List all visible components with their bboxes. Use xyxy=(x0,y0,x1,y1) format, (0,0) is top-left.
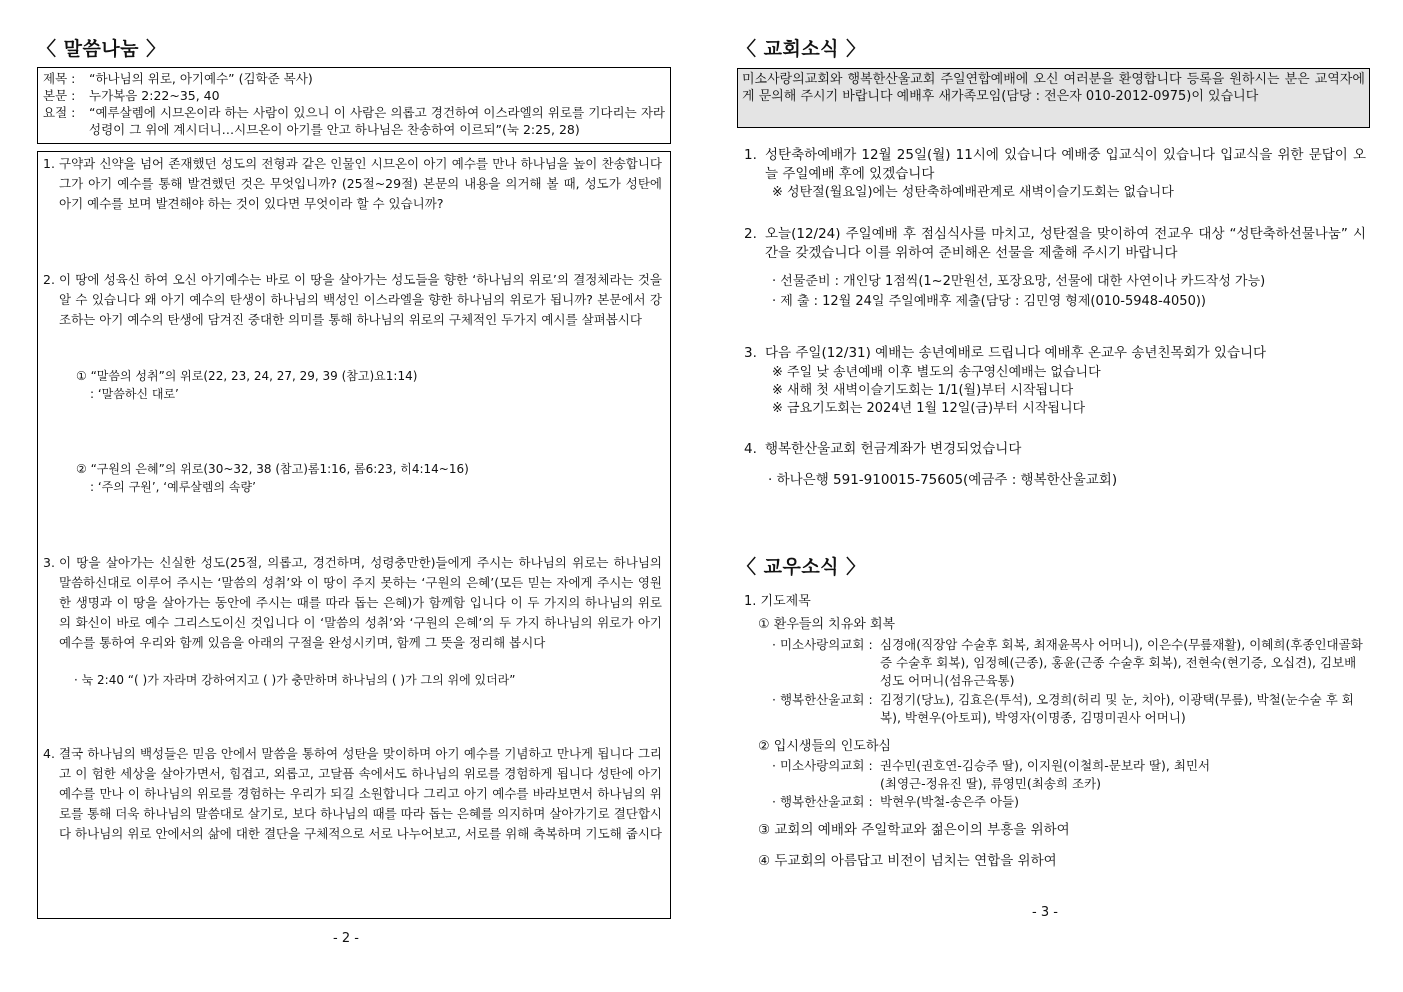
sub-point-2-title: ② “구원의 은혜”의 위로(30~32, 38 (참고)롬1:16, 롬6:23, 히4:14~16) xyxy=(76,462,469,476)
sermon-text-row xyxy=(43,87,665,104)
sub-point-1-detail: : ‘말씀하신 대로’ xyxy=(90,387,179,401)
section-heading-church-news: 〈 교회소식 〉 xyxy=(737,38,866,60)
news-3-note-3: ※ 금요기도회는 2024년 1월 12일(금)부터 시작됩니다 xyxy=(772,401,1086,416)
page-number-right: - 3 - xyxy=(1032,905,1058,920)
question-text: 이 땅을 살아가는 신실한 성도(25절, 의롭고, 경건하며, 성령충만한)들에게 주시는 하나님의 위로는 하나님의 말씀하신대로 이루어 주시는 ‘말씀의 성취’와 이 땅이 주지 못하는 ‘구원의 은혜’(모든 믿는 자에게 주시는 영원한 생명과 이 땅을 살아가는 동안에 주시는 때를 따라 돕는 은혜)가 함께함 입니다 이 두 가지의 하나님의 위로의 화신이 바로 예수 그리스도이신 것입니다 이 ‘말씀의 성취’와 ‘구원의 은혜’의 두 가지 하나님의 위로가 아기 예수를 통하여 우리와 함께 있음을 아래의 구절을 완성시키며, 함께 그 뜻을 정리해 봅시다 xyxy=(59,555,662,650)
sermon-text: 누가복음 2:22~35, 40 xyxy=(89,88,220,103)
question-number: 4. xyxy=(43,746,55,761)
news-number: 2. xyxy=(744,226,757,242)
church-label: · 행복한산울교회 : xyxy=(772,692,873,707)
question-1 xyxy=(43,154,662,214)
news-text: 행복한산울교회 헌금계좌가 변경되었습니다 xyxy=(765,441,1022,457)
sub-point-2-detail: : ‘주의 구원’, ‘예루살렘의 속량’ xyxy=(90,480,256,494)
sermon-verse: “예루살렘에 시므온이라 하는 사람이 있으니 이 사람은 의롭고 경건하여 이스라엘의 위로를 기다리는 자라 성령이 그 위에 계시더니…시므온이 아기를 안고 하나님은 찬송하여 이르되”(눅 2:25, 28) xyxy=(89,105,665,137)
question-3 xyxy=(43,553,662,653)
question-number: 3. xyxy=(43,555,55,570)
news-2-submit: · 제 출 : 12월 24일 주일예배후 제출(담당 : 김민영 형제(010-5948-4050)) xyxy=(772,294,1206,309)
prayer-2-title: ② 입시생들의 인도하심 xyxy=(758,739,891,754)
prayer-2-haengbok xyxy=(772,793,1368,811)
news-number: 1. xyxy=(744,147,757,163)
sermon-title-label: 제목 : xyxy=(43,71,76,86)
sermon-info-box xyxy=(37,67,671,144)
section-heading-sermon: 〈 말씀나눔 〉 xyxy=(37,38,166,60)
church-label: · 행복한산울교회 : xyxy=(772,794,873,809)
news-item-3 xyxy=(744,344,1366,363)
fill-in-blank-verse: · 눅 2:40 “( )가 자라며 강하여지고 ( )가 충만하며 하나님의 ( )가 그의 위에 있더라” xyxy=(74,673,516,687)
prayer-names: 김정기(당뇨), 김효은(투석), 오경희(허리 및 눈, 치아), 이광택(무릎), 박철(눈수술 후 회복), 박현우(아토피), 박영자(이명종, 김명미권사 어머니) xyxy=(880,692,1354,725)
news-item-1 xyxy=(744,146,1366,184)
prayer-names: 권수민(권호연-김승주 딸), 이지원(이철희-문보라 딸), 최민서(최영근-정유진 딸), 류영민(최송희 조카) xyxy=(880,758,1211,791)
sub-point-2 xyxy=(76,460,469,496)
sermon-title-row xyxy=(43,70,665,87)
prayer-title: 1. 기도제목 xyxy=(744,594,811,609)
question-2 xyxy=(43,270,662,330)
news-text: 다음 주일(12/31) 예배는 송년예배로 드립니다 예배후 온교우 송년친목회가 있습니다 xyxy=(765,345,1267,361)
prayer-1-miso xyxy=(772,636,1368,690)
prayer-names: 심경애(직장암 수술후 회복, 최재윤목사 어머니), 이은수(무릎재활), 이혜희(후종인대골화증 수술후 회복), 임정혜(근종), 홍윤(근종 수술후 회복), 전현숙(현기증, 오십견), 김보배성도 어머니(섬유근육통) xyxy=(880,637,1363,688)
prayer-1-title: ① 환우들의 치유와 회복 xyxy=(758,617,896,632)
prayer-2-miso xyxy=(772,757,1212,793)
prayer-1-haengbok xyxy=(772,691,1368,727)
question-4 xyxy=(43,744,662,844)
prayer-4: ④ 두교회의 아름답고 비전이 넘치는 연합을 위하여 xyxy=(758,853,1057,869)
news-number: 3. xyxy=(744,345,757,361)
news-1-note: ※ 성탄절(월요일)에는 성탄축하예배관계로 새벽이슬기도회는 없습니다 xyxy=(772,185,1174,200)
page-number-left: - 2 - xyxy=(333,931,359,946)
sermon-title: “하나님의 위로, 아기예수” (김학준 목사) xyxy=(89,71,313,86)
news-3-note-1: ※ 주일 낮 송년예배 이후 별도의 송구영신예배는 없습니다 xyxy=(772,365,1101,380)
church-label: · 미소사랑의교회 : xyxy=(772,758,873,773)
discussion-questions-box xyxy=(37,151,671,919)
question-number: 1. xyxy=(43,156,55,171)
news-text: 오늘(12/24) 주일예배 후 점심식사를 마치고, 성탄절을 맞이하여 전교우 대상 “성탄축하선물나눔” 시간을 갖겠습니다 이를 위하여 준비해온 선물을 제출해 주시기 바랍니다 xyxy=(765,226,1366,261)
news-text: 성탄축하예배가 12월 25일(월) 11시에 있습니다 예배중 입교식이 있습니다 입교식을 위한 문답이 오늘 주일예배 후에 있겠습니다 xyxy=(765,147,1366,182)
news-item-2 xyxy=(744,225,1366,263)
prayer-names: 박현우(박철-송은주 아들) xyxy=(880,794,1019,809)
sermon-verse-label: 요절 : xyxy=(43,105,76,120)
news-4-account: · 하나은행 591-910015-75605(예금주 : 행복한산울교회) xyxy=(768,472,1118,488)
news-item-4 xyxy=(744,440,1366,459)
section-heading-member-news: 〈 교우소식 〉 xyxy=(737,556,866,578)
question-number: 2. xyxy=(43,272,55,287)
news-3-note-2: ※ 새해 첫 새벽이슬기도회는 1/1(월)부터 시작됩니다 xyxy=(772,383,1074,398)
news-2-gift: · 선물준비 : 개인당 1점씩(1~2만원선, 포장요망, 선물에 대한 사연이나 카드작성 가능) xyxy=(772,274,1266,289)
question-text: 결국 하나님의 백성들은 믿음 안에서 말씀을 통하여 성탄을 맞이하며 아기 예수를 기념하고 만나게 됩니다 그리고 이 험한 세상을 살아가면서, 힘겹고, 외롭고, 고달픔 속에서도 하나님의 위로를 경험하게 됩니다 성탄에 아기 예수를 만나 이 하나님의 위로를 경험하는 우리가 되길 소원합니다 그리고 아기 예수를 바라보면서 하나님의 위로를 통해 더욱 하나님의 말씀대로 살기로, 보다 하나님의 때를 따라 돕는 은혜를 의지하며 살아가기로 결단합시다 하나님의 위로 안에서의 삶에 대한 결단을 구체적으로 서로 나누어보고, 서로를 위해 축복하며 기도해 줍시다 xyxy=(59,746,662,841)
news-number: 4. xyxy=(744,441,757,457)
welcome-notice: 미소사랑의교회와 행복한산울교회 주일연합예배에 오신 여러분을 환영합니다 등록을 원하시는 분은 교역자에게 문의해 주시기 바랍니다 예배후 새가족모임(담당 : 전은자 010-2012-0975)이 있습니다 xyxy=(737,68,1370,128)
sub-point-1 xyxy=(76,367,417,403)
sub-point-1-title: ① “말씀의 성취”의 위로(22, 23, 24, 27, 29, 39 (참고)요1:14) xyxy=(76,369,418,383)
sermon-verse-row xyxy=(43,104,665,138)
church-label: · 미소사랑의교회 : xyxy=(772,637,873,652)
question-text: 이 땅에 성육신 하여 오신 아기예수는 바로 이 땅을 살아가는 성도들을 향한 ‘하나님의 위로’의 결정체라는 것을 알 수 있습니다 왜 아기 예수의 탄생이 하나님의 백성인 이스라엘을 향한 하나님의 위로가 됩니까? 본문에서 강조하는 아기 예수의 탄생에 담겨진 중대한 의미를 통해 하나님의 위로의 구체적인 두가지 예시를 살펴봅시다 xyxy=(59,272,662,327)
sermon-text-label: 본문 : xyxy=(43,88,76,103)
prayer-3: ③ 교회의 예배와 주일학교와 젊은이의 부흥을 위하여 xyxy=(758,822,1070,838)
question-text: 구약과 신약을 넘어 존재했던 성도의 전형과 같은 인물인 시므온이 아기 예수를 만나 하나님을 높이 찬송합니다 그가 아기 예수를 통해 발견했던 것은 무엇입니까? (25절~29절) 본문의 내용을 의거해 볼 때, 성도가 성탄에 아기 예수를 보며 발견해야 하는 것이 있다면 무엇이라 할 수 있습니까? xyxy=(59,156,662,211)
